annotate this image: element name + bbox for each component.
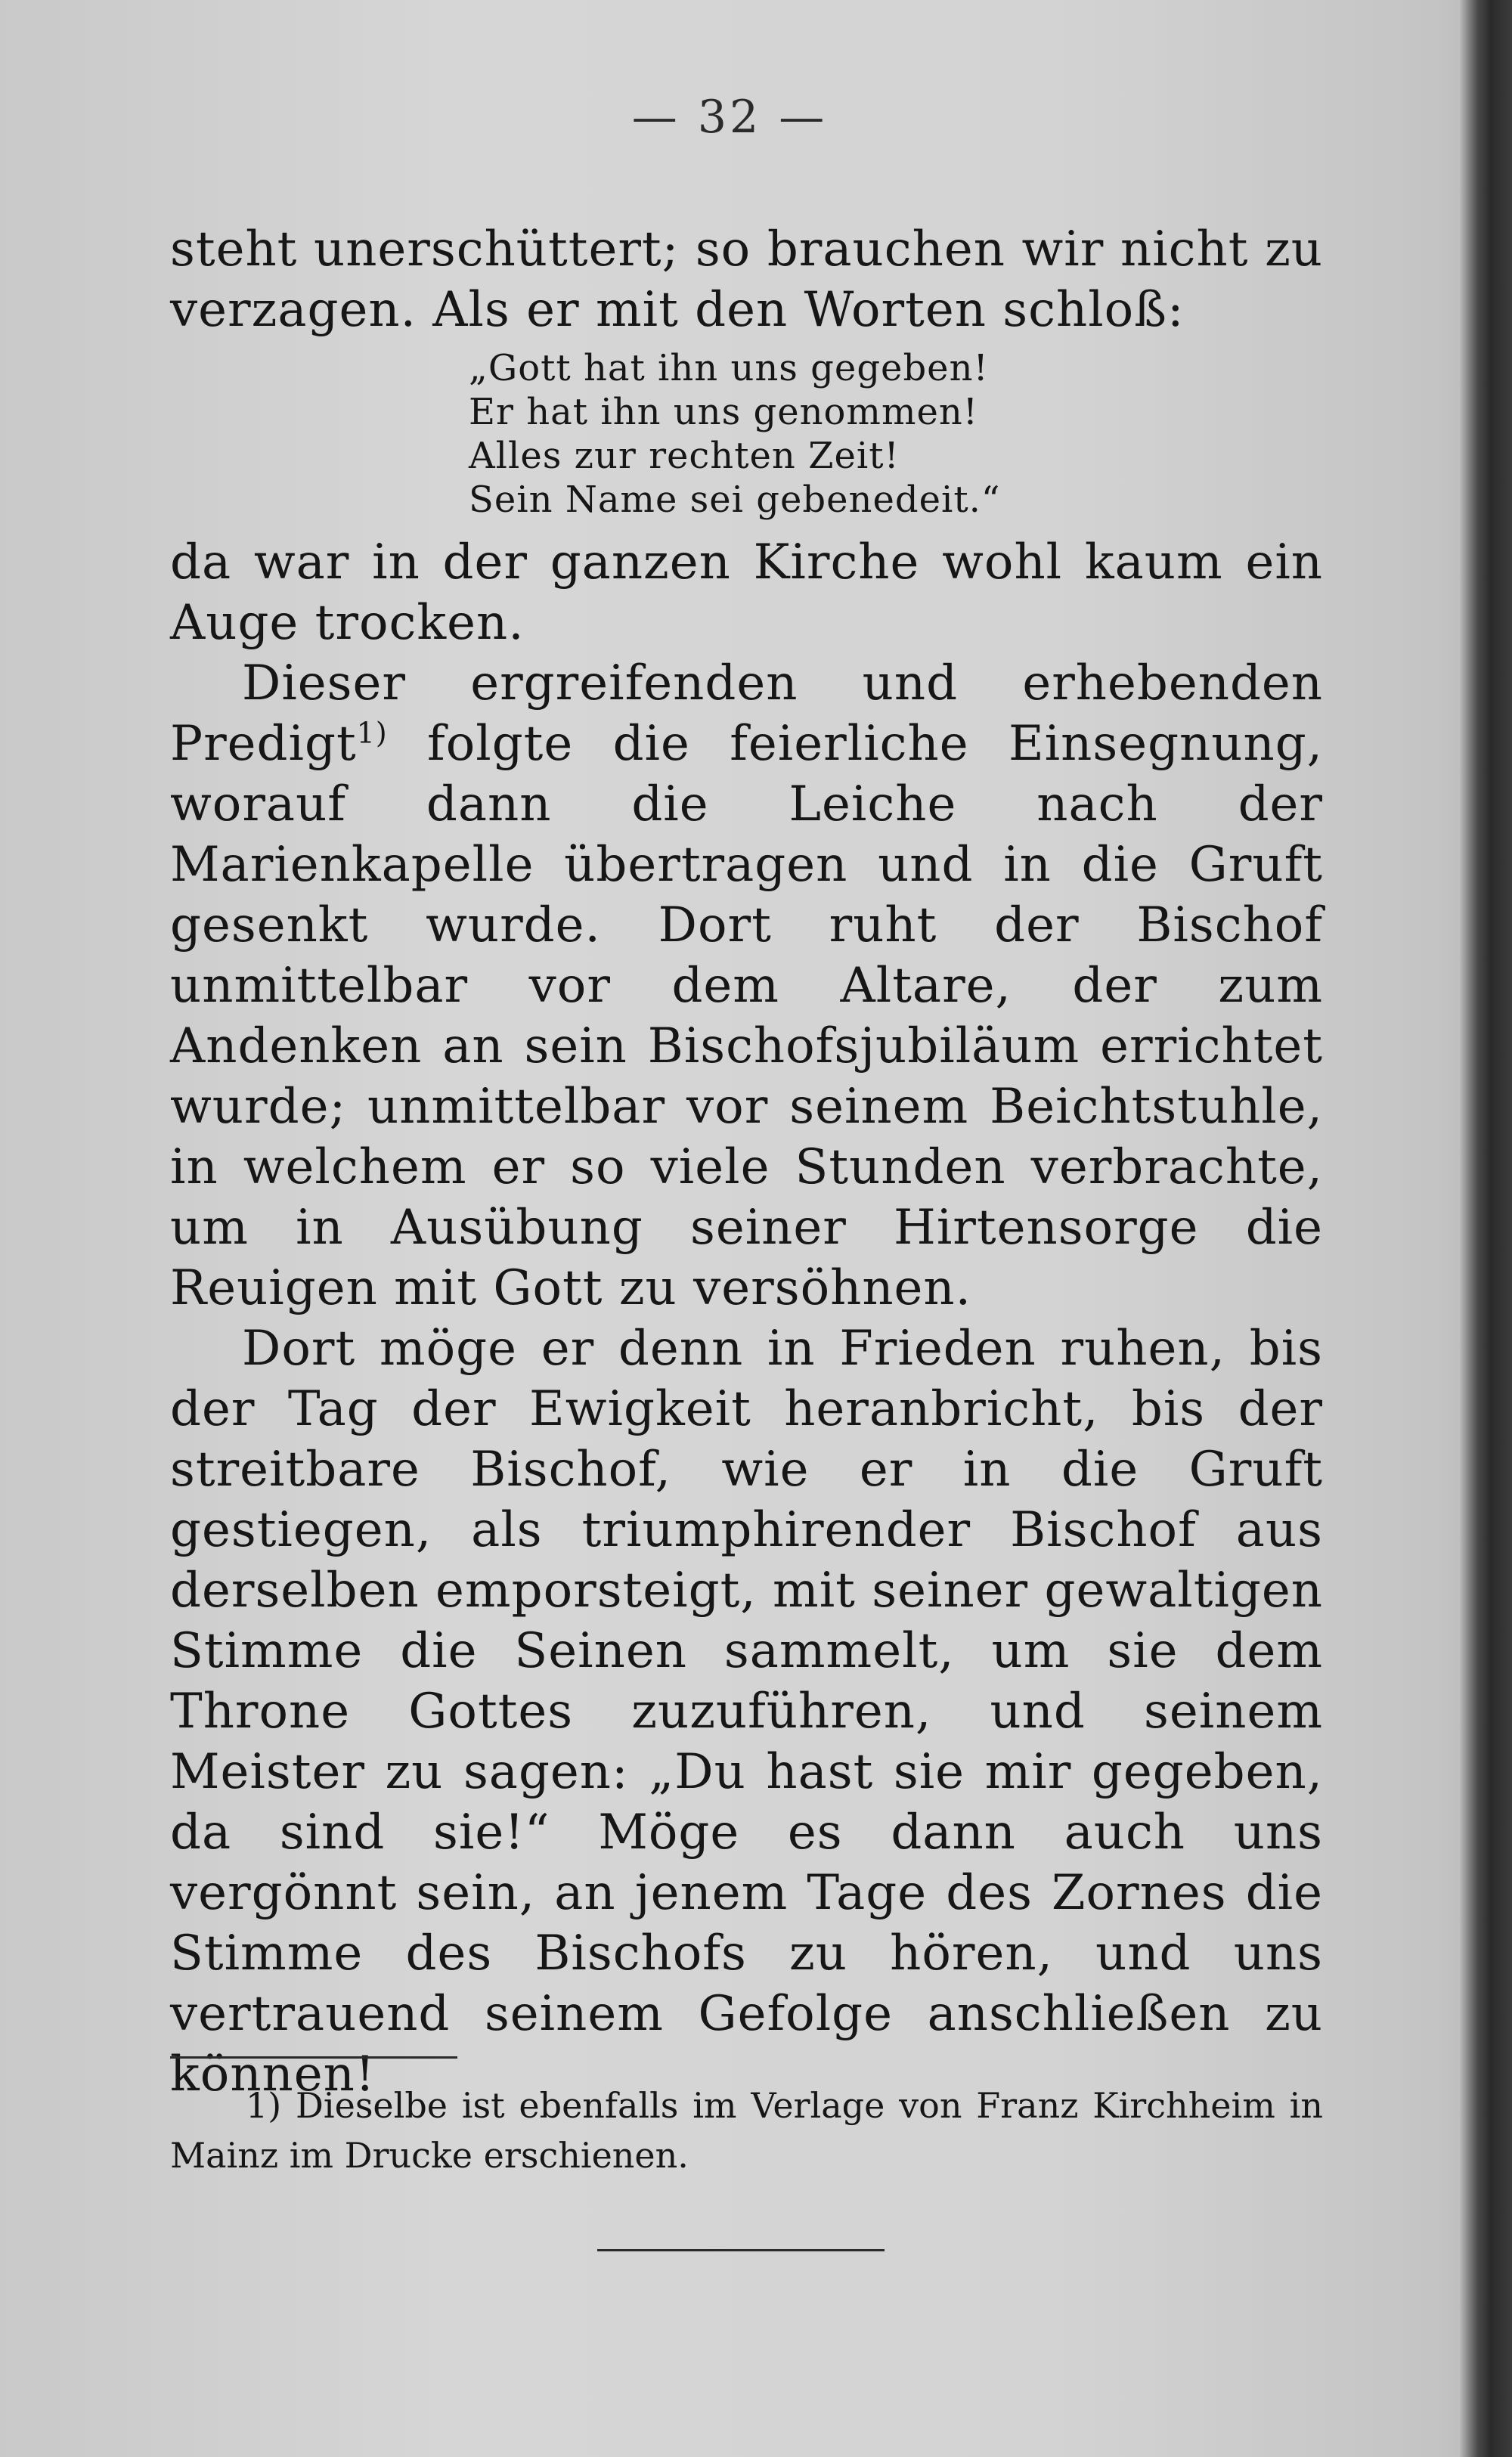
quoted-verse	[469, 346, 1323, 522]
footnote-divider	[170, 2056, 457, 2059]
footnote	[170, 2081, 1323, 2180]
verse-line: „Gott hat ihn uns gegeben!	[469, 347, 989, 389]
body-text	[170, 219, 1323, 2105]
paragraph-1: steht unerschüttert; so brauchen wir nicht zu verzagen. Als er mit den Worten schloß:	[170, 222, 1323, 338]
paragraph-3-start: Dieser ergreifenden und erhebenden Predigt	[170, 655, 1323, 772]
verse-line: Er hat ihn uns genommen!	[469, 391, 979, 433]
paragraph-3	[170, 653, 1323, 1318]
footnote-reference: 1)	[356, 716, 388, 750]
paragraph-3-rest: folgte die feierliche Einsegnung, worauf dann die Leiche nach der Marienkapelle übertragen und in die Gruft gesenkt wurde. Dort ruht der Bischof unmittelbar vor dem Altare, der zum Andenken an sein Bischofsjubiläum errichtet wurde; unmittelbar vor seinem Beichtstuhle, in welchem er so viele Stunden verbrachte, um in Ausübung seiner Hirtensorge die Reuigen mit Gott zu versöhnen.	[170, 716, 1323, 1316]
verse-line: Alles zur rechten Zeit!	[469, 435, 900, 477]
paragraph-2: da war in der ganzen Kirche wohl kaum ein Auge trocken.	[170, 534, 1323, 651]
closing-divider	[597, 2249, 885, 2251]
paragraph-4: Dort möge er denn in Frieden ruhen, bis der Tag der Ewigkeit heranbricht, bis der streitbare Bischof, wie er in die Gruft gestiegen, als triumphirender Bischof aus derselben emporsteigt, mit seiner gewaltigen Stimme die Seinen sammelt, um sie dem Throne Gottes zuzuführen, und seinem Meister zu sagen: „Du hast sie mir gegeben, da sind sie!“ Möge es dann auch uns vergönnt sein, an jenem Tage des Zornes die Stimme des Bischofs zu hören, und uns vertrauend seinem Gefolge anschließen zu können!	[170, 1321, 1323, 2102]
page-number: — 32 —	[631, 91, 828, 144]
verse-line: Sein Name sei gebenedeit.“	[469, 479, 1001, 521]
torn-page-edge	[1459, 0, 1512, 2457]
footnote-text: 1) Dieselbe ist ebenfalls im Verlage von Franz Kirchheim in Mainz im Drucke erschienen.	[170, 2085, 1323, 2176]
